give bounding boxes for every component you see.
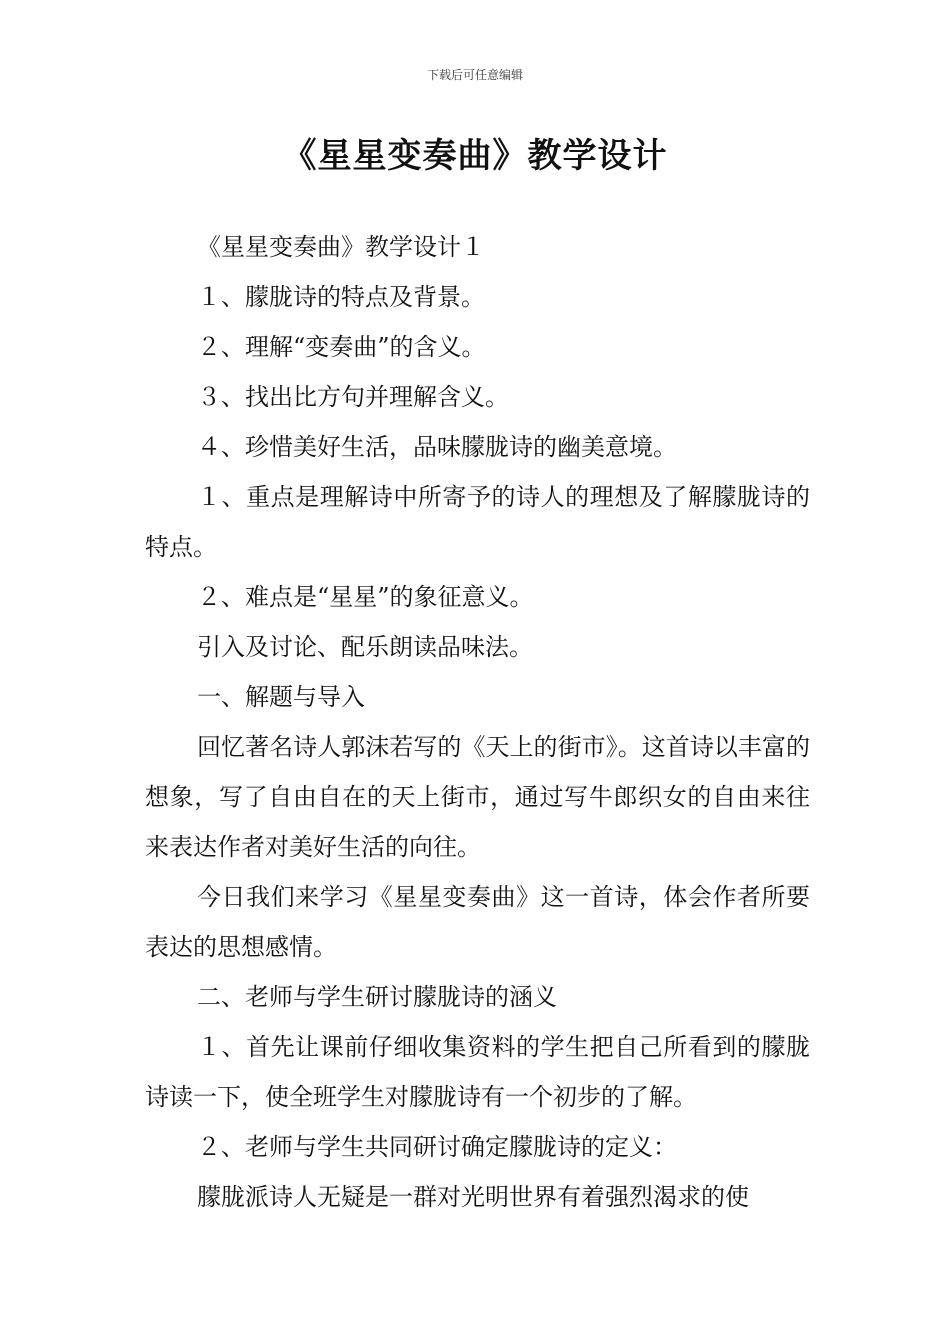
paragraph-step-1: １、首先让课前仔细收集资料的学生把自己所看到的朦胧诗读一下，使全班学生对朦胧诗有一个初步的了解。 xyxy=(145,1033,810,1111)
paragraph-today: 今日我们来学习《星星变奏曲》这一首诗，体会作者所要表达的思想感情。 xyxy=(145,883,810,961)
document-body xyxy=(145,222,810,1222)
section-heading-1: 一、解题与导入 xyxy=(197,683,365,711)
paragraph-definition: 朦胧派诗人无疑是一群对光明世界有着强烈渴求的使 xyxy=(197,1183,749,1211)
paragraph-key-point: １、重点是理解诗中所寄予的诗人的理想及了解朦胧诗的特点。 xyxy=(145,483,810,561)
paragraph-recall: 回忆著名诗人郭沫若写的《天上的街市》。这首诗以丰富的想象，写了自由自在的天上街市，通过写牛郎织女的自由来往来表达作者对美好生活的向往。 xyxy=(145,733,810,861)
page-header-note: 下载后可任意编辑 xyxy=(426,68,523,82)
paragraph-objective-4: ４、珍惜美好生活，品味朦胧诗的幽美意境。 xyxy=(197,433,677,461)
document-title: 《星星变奏曲》教学设计 xyxy=(282,136,668,176)
paragraph-objective-3: ３、找出比方句并理解含义。 xyxy=(197,383,509,411)
paragraph-step-2: ２、老师与学生共同研讨确定朦胧诗的定义： xyxy=(197,1133,677,1161)
paragraph-objective-1: １、朦胧诗的特点及背景。 xyxy=(197,283,485,311)
paragraph-objective-2: ２、理解“变奏曲”的含义。 xyxy=(197,333,486,361)
paragraph-method: 引入及讨论、配乐朗读品味法。 xyxy=(197,633,533,661)
section-heading-2: 二、老师与学生研讨朦胧诗的涵义 xyxy=(197,983,557,1011)
paragraph-subtitle: 《星星变奏曲》教学设计１ xyxy=(197,233,485,261)
paragraph-difficulty: ２、难点是“星星”的象征意义。 xyxy=(197,583,534,611)
